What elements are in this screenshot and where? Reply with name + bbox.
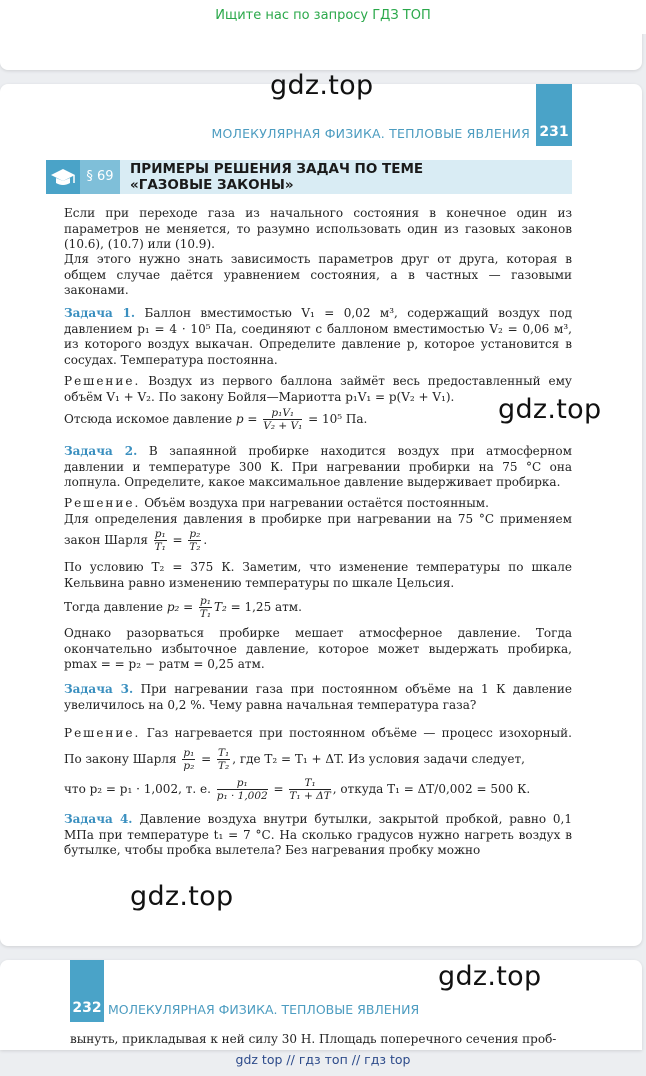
task-1-formula-text: Отсюда искомое давление (64, 412, 233, 426)
intro-paragraph-2 (64, 252, 572, 299)
task-2-formula: Тогда давление p₂ = $\frac{\text{p₁}}{\text{T₁}}$ T₂ = 1,25 атм. (64, 595, 302, 620)
task-2-text: В запаянной пробирке находится воздух при атмосферном давлении и температуре 300 К. При нагревании пробирки на 75 °С она лопнула. Определите, какое максимальное давление выдерживает пробирка. (64, 444, 572, 489)
task-3-result: , откуда T₁ = ΔT/0,002 = 500 К. (332, 782, 531, 796)
banner-text[interactable]: Ищите нас по запросу ГДЗ ТОП (215, 8, 431, 23)
page-number-232: 232 (72, 1000, 102, 1016)
task-3-formula-text: что p₂ = p₁ · 1,002, т. е. (64, 782, 211, 796)
task-1 (64, 306, 572, 368)
task-2-result: = 1,25 атм. (230, 600, 302, 614)
task-3-frac-2: $\frac{\text{T₁}}{\text{T₂}}$ (217, 747, 230, 772)
task-2-final-text: Однако разорваться пробирке мешает атмосферное давление. Тогда окончательно избыточное давление, которое может выдержать пробирка, pmax = = p₂ − pатм = 0,25 атм. (64, 626, 572, 671)
task-4-text: Давление воздуха внутри бутылки, закрытой пробкой, равно 0,1 МПа при температуре t₁ = 7 °С. На сколько градусов нужно нагреть воздух в бутылке, чтобы пробка вылетела? Без нагревания пробку можно (64, 812, 572, 857)
task-3-solution-text-b: , где T₂ = T₁ + ΔT. Из условия задачи следует, (232, 752, 525, 766)
task-3-frac-1: $\frac{\text{p₁}}{\text{p₂}}$ (183, 747, 195, 772)
page-number: 231 (539, 124, 569, 140)
section-title-line-1: ПРИМЕРЫ РЕШЕНИЯ ЗАДАЧ ПО ТЕМЕ (130, 161, 424, 177)
running-head-232: МОЛЕКУЛЯРНАЯ ФИЗИКА. ТЕПЛОВЫЕ ЯВЛЕНИЯ (108, 1002, 420, 1017)
task-1-label: Задача 1. (64, 306, 136, 320)
bottom-link-3[interactable]: гдз top (364, 1052, 411, 1067)
separator-1: // (286, 1052, 299, 1067)
solution-label-3: Решение. (64, 726, 141, 740)
section-title (130, 161, 423, 193)
task-2-charles-text: Для определения давления в пробирке при нагревании на 75 °С применяем закон Шарля (64, 512, 572, 547)
page-number-tab (536, 84, 572, 146)
page-number-tab-232 (70, 960, 104, 1022)
task-4-label: Задача 4. (64, 812, 133, 826)
task-1-formula: Отсюда искомое давление p = $\frac{\text{p₁V₁}}{\text{V₂ + V₁}}$ = 10⁵ Па. (64, 407, 368, 432)
task-3 (64, 682, 572, 713)
section-number: § 69 (80, 160, 120, 194)
task-2-final (64, 626, 572, 673)
task-1-solution (64, 374, 572, 405)
intro-paragraph-1 (64, 206, 572, 253)
search-banner[interactable] (0, 0, 646, 34)
task-3-frac-3: $\frac{\text{p₁}}{\text{p₁ · 1,002}}$ (216, 777, 268, 802)
task-1-text: Баллон вместимостью V₁ = 0,02 м³, содержащий воздух под давлением p₁ = 4 · 10⁵ Па, соединяют с баллоном вместимостью V₂ = 0,06 м³, из которого воздух выкачан. Определите давление p, которое установится в сосудах. Температура постоянна. (64, 306, 572, 367)
watermark: gdz.top (438, 961, 542, 992)
intro-text-2: Для этого нужно знать зависимость параметров друг от друга, которая в общем случае даётся уравнением состояния, а в частных — газовыми законами. (64, 252, 572, 297)
task-3-formula: что p₂ = p₁ · 1,002, т. е. $\frac{\text{p₁}}{\text{p₁ · 1,002}}$ = $\frac{\text{T₁}}{\text{T₁ + ΔT}}$ , откуда T₁ = ΔT/0,002 = 500 К. (64, 777, 531, 802)
task-2-charles: Для определения давления в пробирке при нагревании на 75 °С применяем закон Шарля $\frac{\text{p₁}}{\text{T₁}}$ = $\frac{\text{p₂}}{\text{T₂}}$ . (64, 512, 572, 553)
task-3-solution: Решение. Газ нагревается при постоянном объёме — процесс изохорный. По закону Шарля $\frac{\text{p₁}}{\text{p₂}}$ = $\frac{\text{T₁}}{\text{T₂}}$ , где T₂ = T₁ + ΔT. Из условия задачи следует, (64, 726, 572, 772)
task-3-text: При нагревании газа при постоянном объёме на 1 К давление увеличилось на 0,2 %. Чему равна начальная температура газа? (64, 682, 572, 712)
task-2-solution-text: Объём воздуха при нагревании остаётся постоянным. (144, 496, 489, 510)
task-2-solution (64, 496, 572, 512)
charles-frac-1: $\frac{\text{p₁}}{\text{T₁}}$ (154, 527, 166, 553)
task-1-solution-text: Воздух из первого баллона займёт весь предоставленный ему объём V₁ + V₂. По закону Бойля—Мариотта p₁V₁ = p(V₂ + V₁). (64, 374, 572, 404)
task-1-fraction: $\frac{\text{p₁V₁}}{\text{V₂ + V₁}}$ (263, 407, 303, 432)
graduation-cap-icon (46, 160, 80, 194)
section-header (46, 160, 572, 194)
intro-text-1: Если при переходе газа из начального состояния в конечное один из параметров не меняется, то разумно использовать один из газовых законов (10.6), (10.7) или (10.9). (64, 206, 572, 251)
task-3-solution-text: Газ нагревается при постоянном объёме — процесс изохорный. По закону Шарля (64, 726, 572, 766)
watermark: gdz.top (270, 70, 374, 101)
running-head: МОЛЕКУЛЯРНАЯ ФИЗИКА. ТЕПЛОВЫЕ ЯВЛЕНИЯ (211, 126, 530, 141)
page-232-text: вынуть, прикладывая к ней силу 30 Н. Площадь поперечного сечения проб- (70, 1032, 557, 1046)
bottom-link-2[interactable]: гдз топ (298, 1052, 348, 1067)
textbook-page-231 (0, 84, 642, 946)
section-title-line-2: «ГАЗОВЫЕ ЗАКОНЫ» (130, 177, 294, 193)
task-1-result: = 10⁵ Па. (308, 412, 368, 426)
task-4 (64, 812, 572, 859)
task-2-label: Задача 2. (64, 444, 138, 458)
solution-label-2: Решение. (64, 496, 141, 510)
task-3-frac-4: $\frac{\text{T₁}}{\text{T₁ + ΔT}}$ (289, 777, 331, 802)
task-2-fraction: $\frac{\text{p₁}}{\text{T₁}}$ (199, 595, 212, 620)
bottom-links (0, 1050, 646, 1076)
separator-2: // (351, 1052, 365, 1067)
task-2-condition (64, 560, 572, 591)
task-2-condition-text: По условию T₂ = 375 К. Заметим, что изменение температуры по шкале Кельвина равно изменению температуры по шкале Цельсия. (64, 560, 572, 590)
watermark: gdz.top (130, 881, 234, 912)
task-3-label: Задача 3. (64, 682, 134, 696)
task-2-formula-text: Тогда давление (64, 600, 163, 614)
bottom-link-1[interactable]: gdz top (235, 1052, 283, 1067)
solution-label: Решение. (64, 374, 141, 388)
task-2 (64, 444, 572, 491)
watermark: gdz.top (498, 394, 602, 425)
textbook-page-232 (0, 960, 642, 1050)
charles-frac-2: $\frac{\text{p₂}}{\text{T₂}}$ (189, 527, 201, 553)
